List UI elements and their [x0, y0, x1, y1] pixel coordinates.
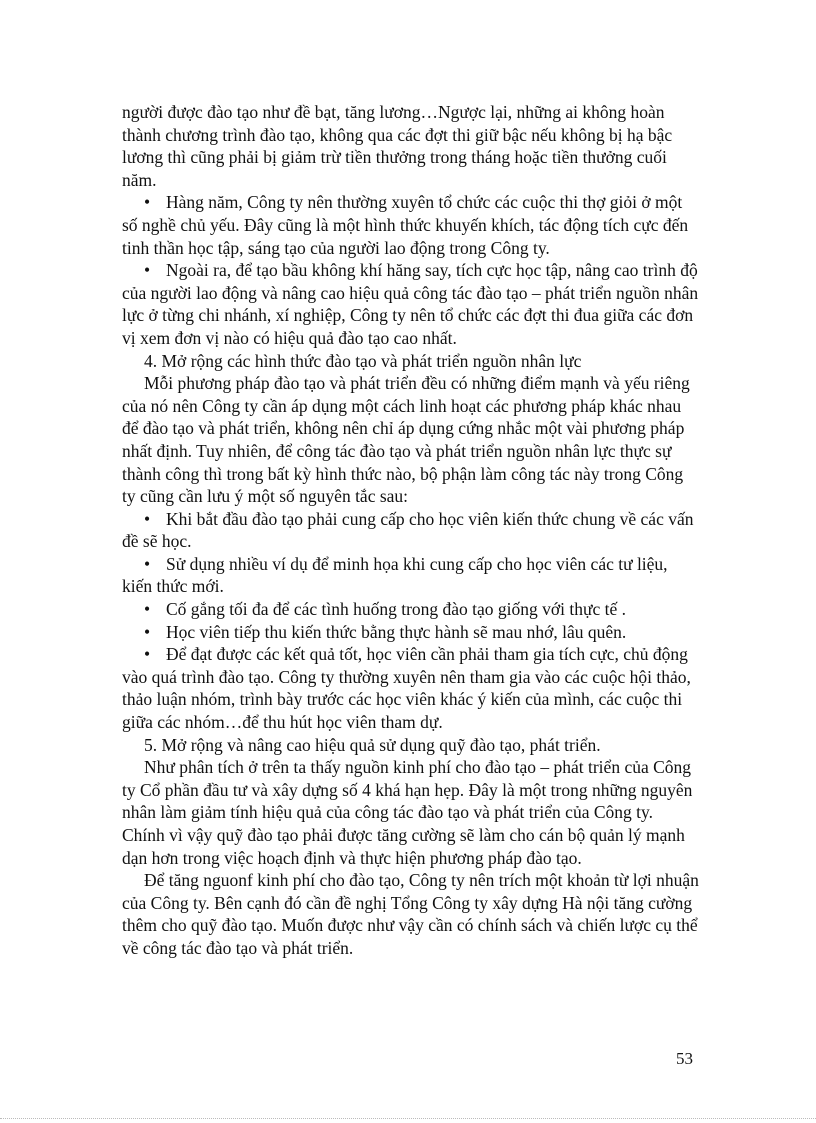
bullet-item	[122, 643, 700, 733]
section-heading-4: 4. Mở rộng các hình thức đào tạo và phát triển nguồn nhân lực	[144, 350, 582, 371]
bullet-text: Hàng năm, Công ty nên thường xuyên tổ chức các cuộc thi thợ giỏi ở một số nghề chủ yếu. Đây cũng là một hình thức khuyến khích, tác động tích cực đến tinh thần học tập, sáng tạo của người lao động trong Công ty.	[122, 192, 689, 258]
bullet-text: Học viên tiếp thu kiến thức bằng thực hành sẽ mau nhớ, lâu quên.	[166, 621, 627, 642]
paragraph-continuation: người được đào tạo như đề bạt, tăng lương…Ngược lại, những ai không hoàn thành chương trình đào tạo, không qua các đợt thi giữ bậc nếu không bị hạ bậc lương thì cũng phải bị giảm trừ tiền thưởng trong tháng hoặc tiền thưởng cuối năm.	[122, 102, 673, 190]
bullet-text: Sử dụng nhiều ví dụ để minh họa khi cung cấp cho học viên các tư liệu, kiến thức mới.	[122, 553, 668, 597]
page-body	[122, 101, 700, 960]
paragraph: Mỗi phương pháp đào tạo và phát triển đều có những điểm mạnh và yếu riêng của nó nên Công ty cần áp dụng một cách linh hoạt các phương pháp khác nhau để đào tạo và phát triển, không nên chỉ áp dụng cứng nhắc một vài phương pháp nhất định. Tuy nhiên, để công tác đào tạo và phát triển nguồn nhân lực thực sự thành công thì trong bất kỳ hình thức nào, bộ phận làm công tác này trong Công ty cũng cần lưu ý một số nguyên tắc sau:	[122, 373, 690, 507]
bullet-item	[122, 621, 700, 644]
bullet-symbol: •	[144, 599, 151, 620]
bullet-item	[122, 598, 700, 621]
bullet-symbol: •	[144, 644, 151, 665]
paragraph: Như phân tích ở trên ta thấy nguồn kinh phí cho đào tạo – phát triển của Công ty Cổ phần đầu tư và xây dựng số 4 khá hạn hẹp. Đây là một trong những nguyên nhân làm giảm tính hiệu quả của công tác đào tạo và phát triển của Công ty. Chính vì vậy quỹ đào tạo phải được tăng cường sẽ làm cho cán bộ quản lý mạnh dạn hơn trong việc hoạch định và thực hiện phương pháp đào tạo.	[122, 757, 693, 868]
bullet-item	[122, 191, 700, 259]
paragraph: Để tăng nguonf kinh phí cho đào tạo, Công ty nên trích một khoản từ lợi nhuận của Công ty. Bên cạnh đó cần đề nghị Tổng Công ty xây dựng Hà nội tăng cường thêm cho quỹ đào tạo. Muốn được như vậy cần có chính sách và chiến lược cụ thể về công tác đào tạo và phát triển.	[122, 870, 699, 958]
bullet-item	[122, 508, 700, 553]
bullet-text: Ngoài ra, để tạo bầu không khí hăng say, tích cực học tập, nâng cao trình độ của người lao động và nâng cao hiệu quả công tác đào tạo – phát triển nguồn nhân lực ở từng chi nhánh, xí nghiệp, Công ty nên tổ chức các đợt thi đua giữa các đơn vị xem đơn vị nào có hiệu quả đào tạo cao nhất.	[122, 260, 699, 348]
bullet-item	[122, 553, 700, 598]
page-number: 53	[676, 1049, 693, 1068]
bullet-symbol: •	[144, 621, 151, 642]
page-bottom-divider	[0, 1118, 816, 1119]
section-heading-5: 5. Mở rộng và nâng cao hiệu quả sử dụng quỹ đào tạo, phát triển.	[144, 734, 601, 755]
bullet-symbol: •	[144, 192, 151, 213]
bullet-symbol: •	[144, 553, 151, 574]
bullet-text: Khi bắt đầu đào tạo phải cung cấp cho học viên kiến thức chung về các vấn đề sẽ học.	[122, 508, 694, 552]
bullet-text: Cố gắng tối đa để các tình huống trong đào tạo giống với thực tế .	[166, 599, 627, 620]
bullet-item	[122, 259, 700, 349]
bullet-text: Để đạt được các kết quả tốt, học viên cần phải tham gia tích cực, chủ động vào quá trình đào tạo. Công ty thường xuyên nên tham gia vào các cuộc hội thảo, thảo luận nhóm, trình bày trước các học viên khác ý kiến của mình, các cuộc thi giữa các nhóm…để thu hút học viên tham dự.	[122, 644, 691, 733]
bullet-symbol: •	[144, 260, 151, 281]
bullet-symbol: •	[144, 508, 151, 529]
